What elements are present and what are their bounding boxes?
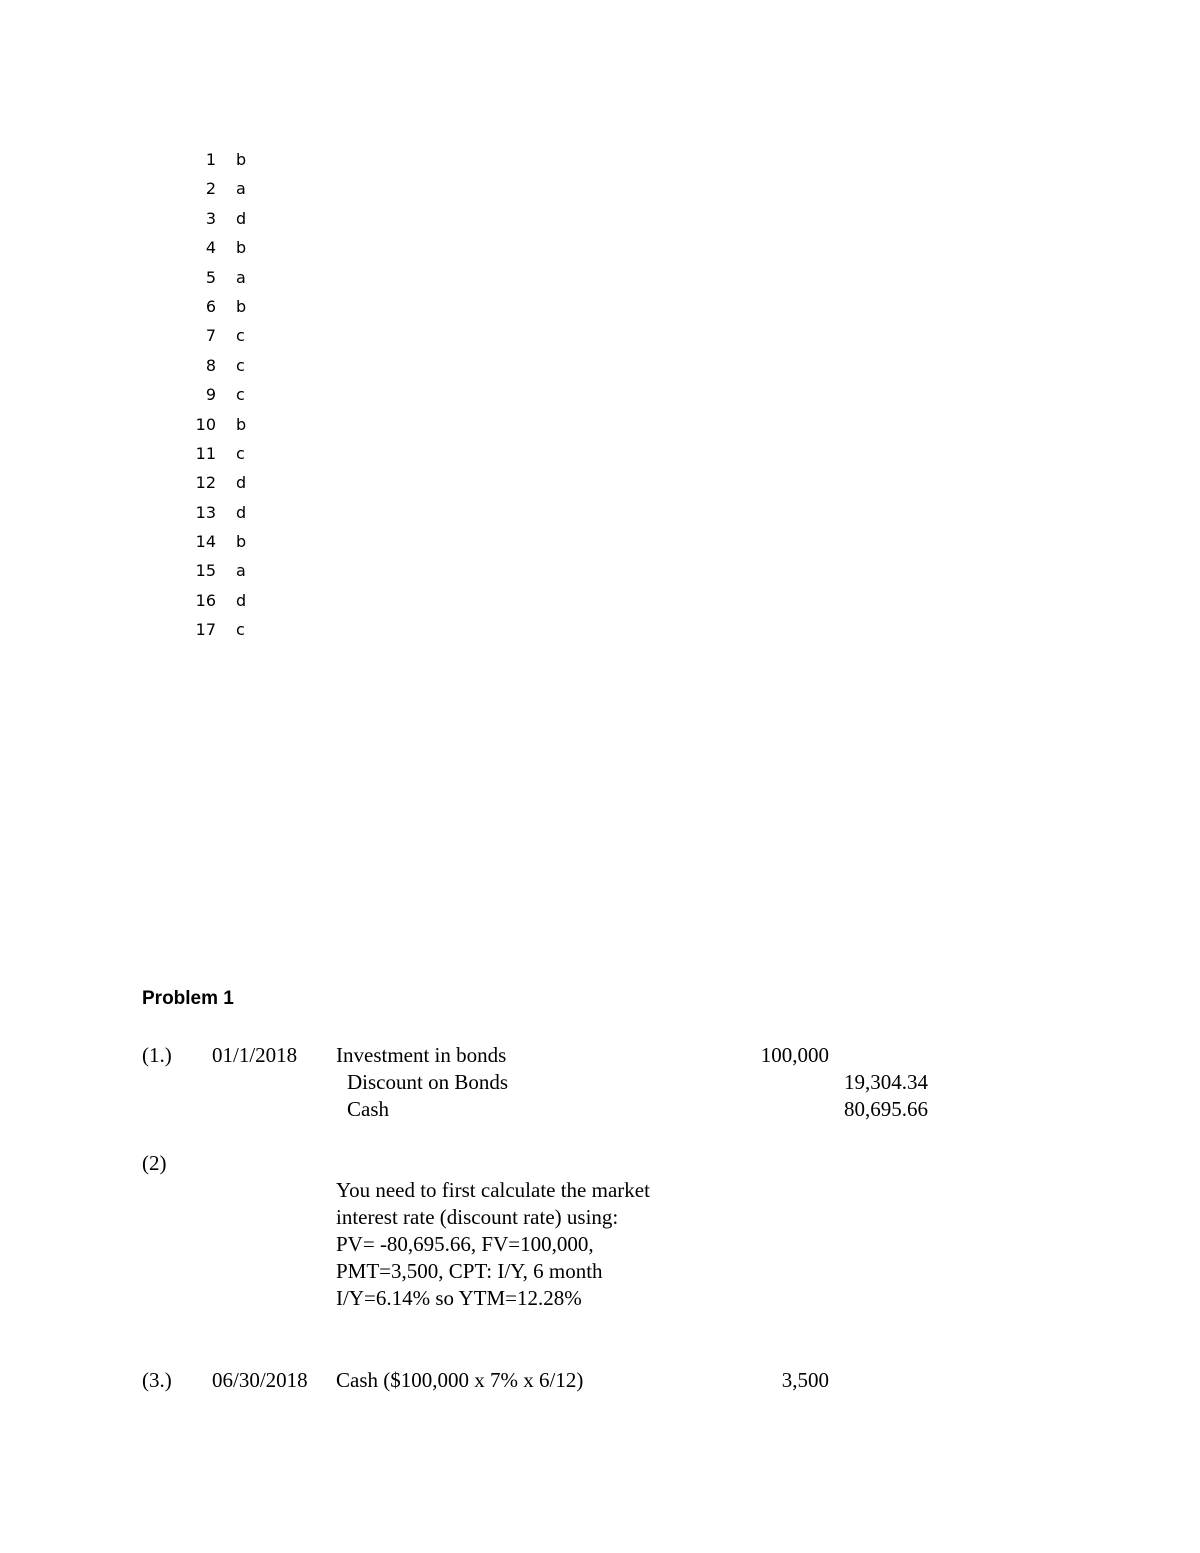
- question-number: 2: [205, 179, 216, 199]
- question-number: 11: [195, 443, 216, 463]
- question-number: 6: [205, 296, 216, 316]
- answer-letter: b: [236, 532, 247, 552]
- question-number: 5: [205, 267, 216, 287]
- question-number: 13: [195, 502, 216, 522]
- answer-letter: a: [236, 179, 246, 199]
- part3-date: 06/30/2018: [212, 1368, 308, 1392]
- question-number: 7: [205, 326, 216, 346]
- answer-letter: b: [236, 238, 247, 258]
- note-line: PV= -80,695.66, FV=100,000,: [336, 1232, 594, 1256]
- question-number: 4: [205, 238, 216, 258]
- journal-credit: 80,695.66: [844, 1097, 928, 1121]
- answer-letter: c: [236, 326, 245, 346]
- answer-letter: d: [236, 502, 247, 522]
- note-line: You need to first calculate the market: [336, 1178, 650, 1202]
- answer-letter: b: [236, 414, 247, 434]
- question-number: 8: [205, 355, 216, 375]
- answer-letter: c: [236, 443, 245, 463]
- question-number: 15: [195, 561, 216, 581]
- note-line: PMT=3,500, CPT: I/Y, 6 month: [336, 1259, 603, 1283]
- note-line: I/Y=6.14% so YTM=12.28%: [336, 1286, 582, 1310]
- journal-account: Cash: [347, 1097, 389, 1121]
- question-number: 12: [195, 473, 216, 493]
- answer-letter: a: [236, 267, 246, 287]
- question-number: 10: [195, 414, 216, 434]
- answer-letter: c: [236, 385, 245, 405]
- part1-label: (1.): [142, 1043, 172, 1067]
- question-number: 9: [205, 385, 216, 405]
- question-number: 17: [195, 620, 216, 640]
- note-line: interest rate (discount rate) using:: [336, 1205, 619, 1229]
- answer-letter: c: [236, 355, 245, 375]
- calculation-note: [336, 1177, 650, 1312]
- journal-account: Cash ($100,000 x 7% x 6/12): [336, 1368, 584, 1392]
- journal-credit: 19,304.34: [844, 1070, 928, 1094]
- journal-account: Discount on Bonds: [347, 1070, 509, 1094]
- journal-account: Investment in bonds: [336, 1043, 507, 1067]
- part3-label: (3.): [142, 1368, 172, 1392]
- answer-letter: d: [236, 590, 247, 610]
- question-number: 16: [195, 590, 216, 610]
- answer-letter: b: [236, 296, 247, 316]
- journal-debit: 100,000: [760, 1043, 829, 1067]
- question-number: 14: [195, 532, 216, 552]
- answer-letter: a: [236, 561, 246, 581]
- answer-letter: c: [236, 620, 245, 640]
- question-number: 3: [205, 208, 216, 228]
- answer-letter: b: [236, 150, 247, 169]
- question-number: 1: [205, 150, 216, 169]
- problem-heading: Problem 1: [142, 988, 234, 1009]
- part2-label: (2): [142, 1151, 167, 1175]
- answer-letter: d: [236, 473, 247, 493]
- answer-letter: d: [236, 208, 247, 228]
- part1-date: 01/1/2018: [212, 1043, 298, 1067]
- journal-debit: 3,500: [781, 1368, 829, 1392]
